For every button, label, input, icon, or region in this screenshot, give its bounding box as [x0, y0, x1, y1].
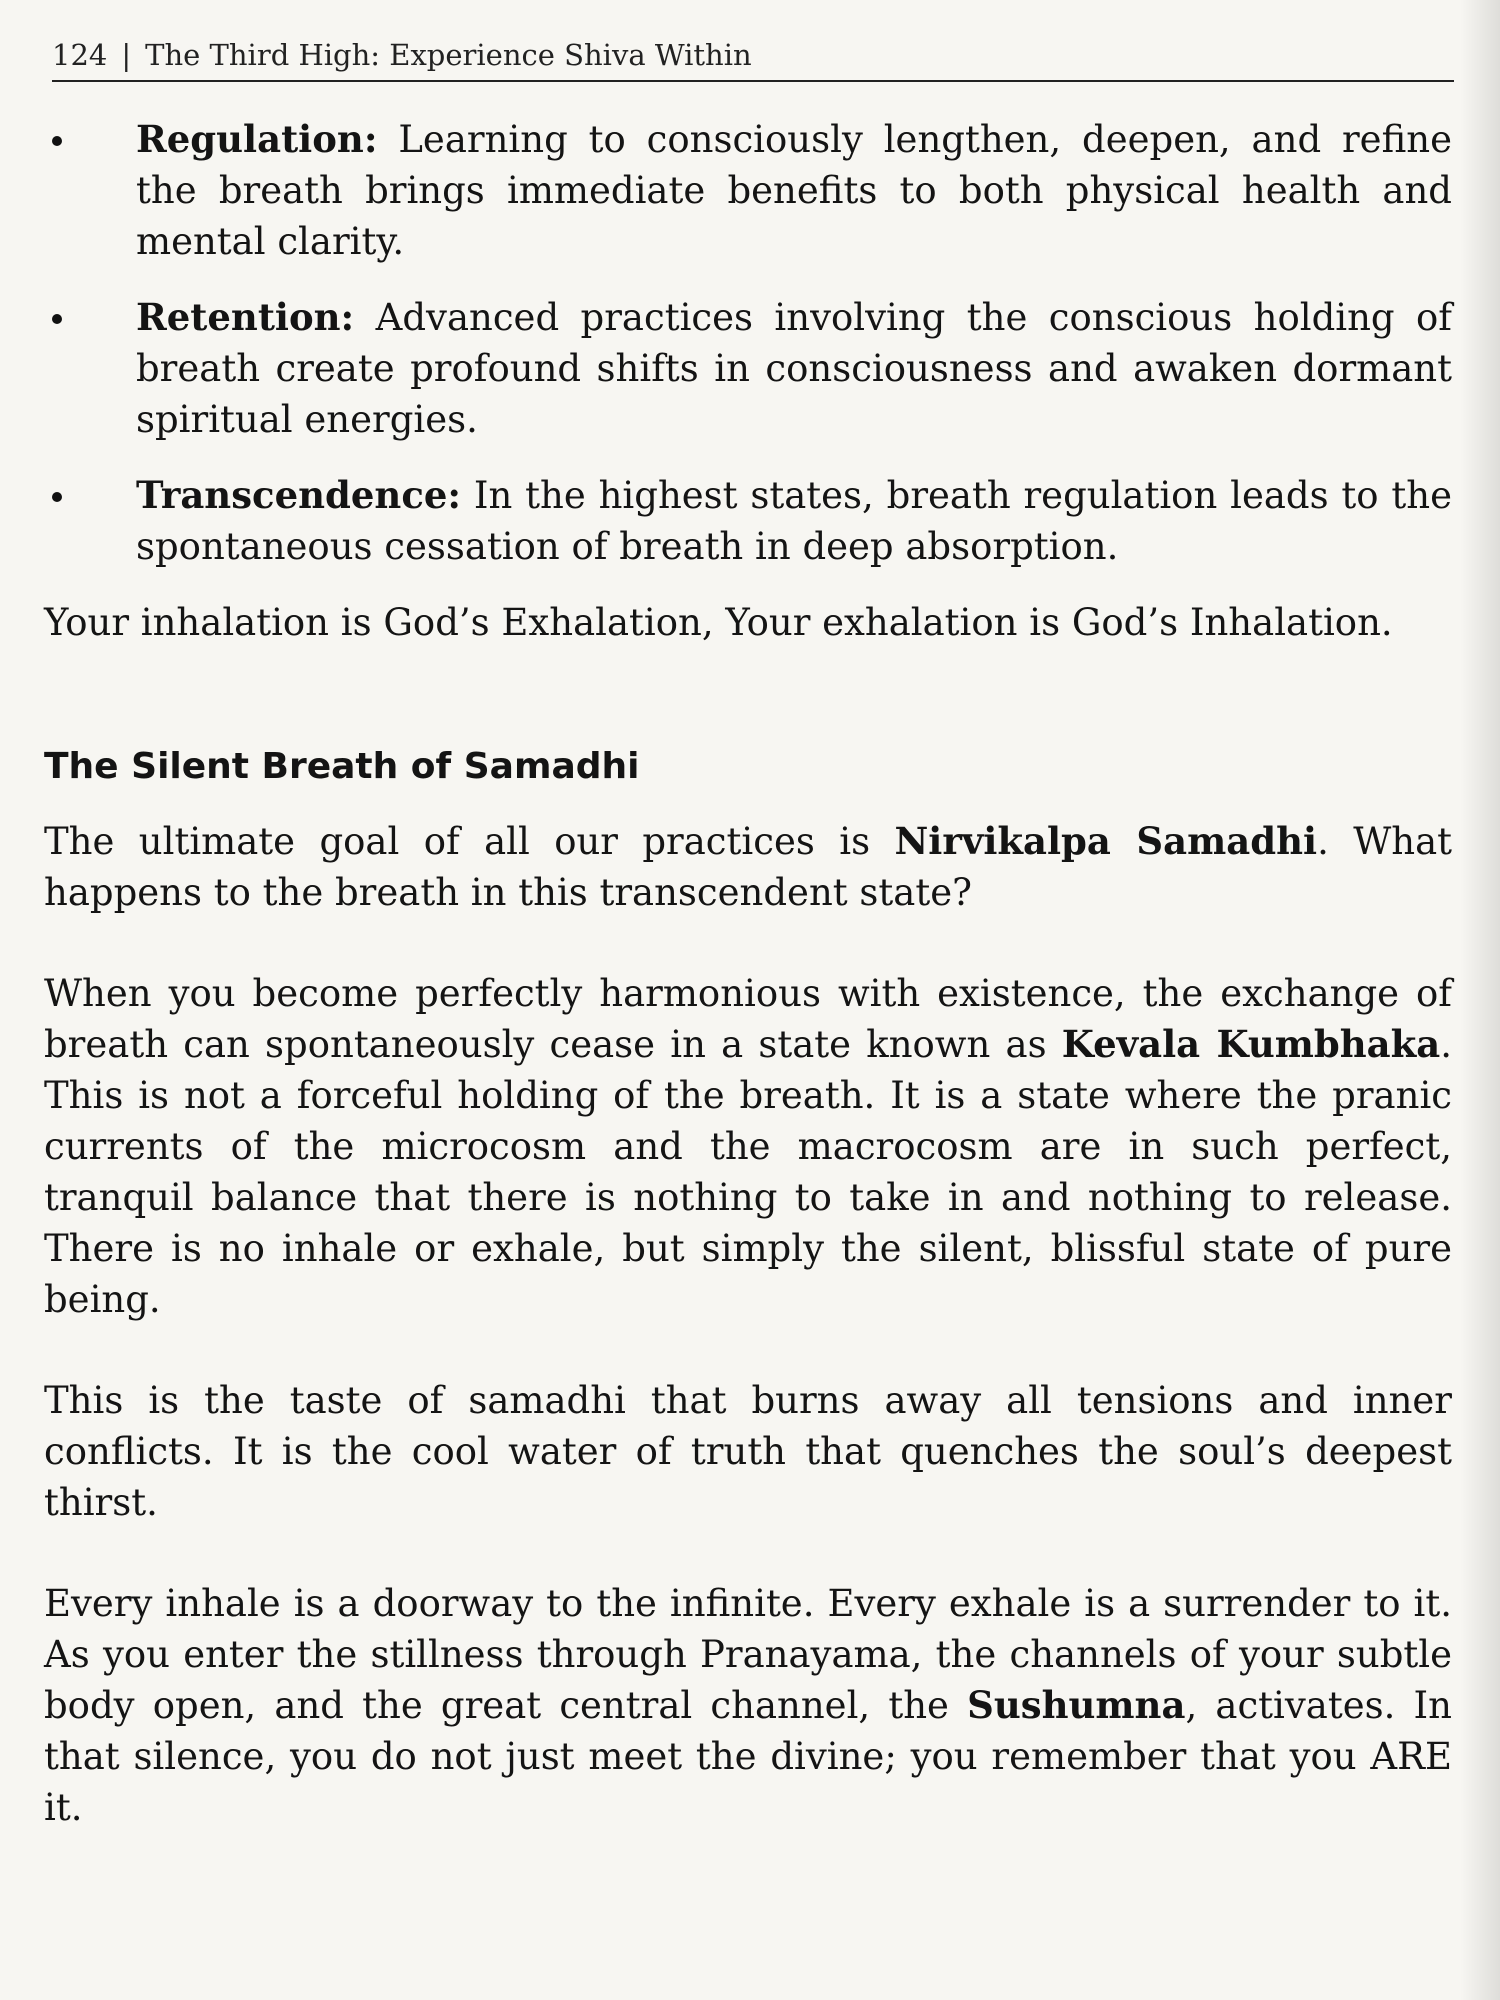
- bullet-term: Transcendence:: [136, 473, 462, 517]
- bullet-text: Learning to consciously lengthen, deepen, and refine the breath brings immediate benefits to both physical health and mental clarity.: [136, 118, 1452, 263]
- text-run: Every inhale is a doorway to the infinite. Every exhale is a surrender to it. As you enter the stillness through Pranayama, the channels of your subtle body open, and the great central channel, the: [44, 1582, 1452, 1727]
- bullet-icon: [52, 314, 62, 324]
- bullet-text: Advanced practices involving the conscious holding of breath create profound shifts in consciousness and awaken dormant spiritual energies.: [136, 296, 1452, 441]
- list-item: [44, 470, 1452, 572]
- text-run: When you become perfectly harmonious with existence, the exchange of breath can spontaneously cease in a state known as: [44, 972, 1452, 1066]
- running-header: [52, 38, 1454, 82]
- bullet-text: In the highest states, breath regulation leads to the spontaneous cessation of breath in deep absorption.: [136, 474, 1452, 568]
- bullet-term: Regulation:: [136, 117, 378, 161]
- text-run: . This is not a forceful holding of the breath. It is a state where the pranic currents of the microcosm and the macrocosm are in such perfect, tranquil balance that there is nothing to take in and nothing to release. There is no inhale or exhale, but simply the silent, blissful state of pure being.: [44, 1023, 1452, 1321]
- running-title: The Third High: Experience Shiva Within: [145, 38, 752, 72]
- text-run: , activates. In that silence, you do not just meet the divine; you remember that you ARE it.: [44, 1684, 1452, 1829]
- paragraph-1: [44, 816, 1452, 918]
- list-item: [44, 114, 1452, 267]
- list-item: [44, 292, 1452, 445]
- bold-term: Kevala Kumbhaka: [1061, 1022, 1441, 1066]
- breath-stages-list: [44, 114, 1452, 572]
- bullet-icon: [52, 492, 62, 502]
- bullet-icon: [52, 136, 62, 146]
- text-run: . What happens to the breath in this transcendent state?: [44, 820, 1453, 914]
- page-edge-shadow: [1460, 0, 1500, 2000]
- inhalation-quote: Your inhalation is God’s Exhalation, Your exhalation is God’s Inhalation.: [44, 601, 1393, 644]
- section-heading: The Silent Breath of Samadhi: [44, 746, 640, 787]
- page-number: 124: [52, 38, 108, 72]
- bullet-term: Retention:: [136, 295, 355, 339]
- text-run: The ultimate goal of all our practices is: [44, 820, 895, 863]
- paragraph-2: [44, 968, 1452, 1325]
- paragraph-4: [44, 1578, 1452, 1833]
- bold-term: Nirvikalpa Samadhi: [894, 819, 1318, 863]
- header-separator: |: [121, 38, 132, 72]
- paragraph-3: This is the taste of samadhi that burns away all tensions and inner conflicts. It is the cool water of truth that quenches the soul’s deepest thirst.: [44, 1379, 1452, 1524]
- page-content: [44, 114, 1452, 1883]
- bold-term: Sushumna: [967, 1683, 1186, 1727]
